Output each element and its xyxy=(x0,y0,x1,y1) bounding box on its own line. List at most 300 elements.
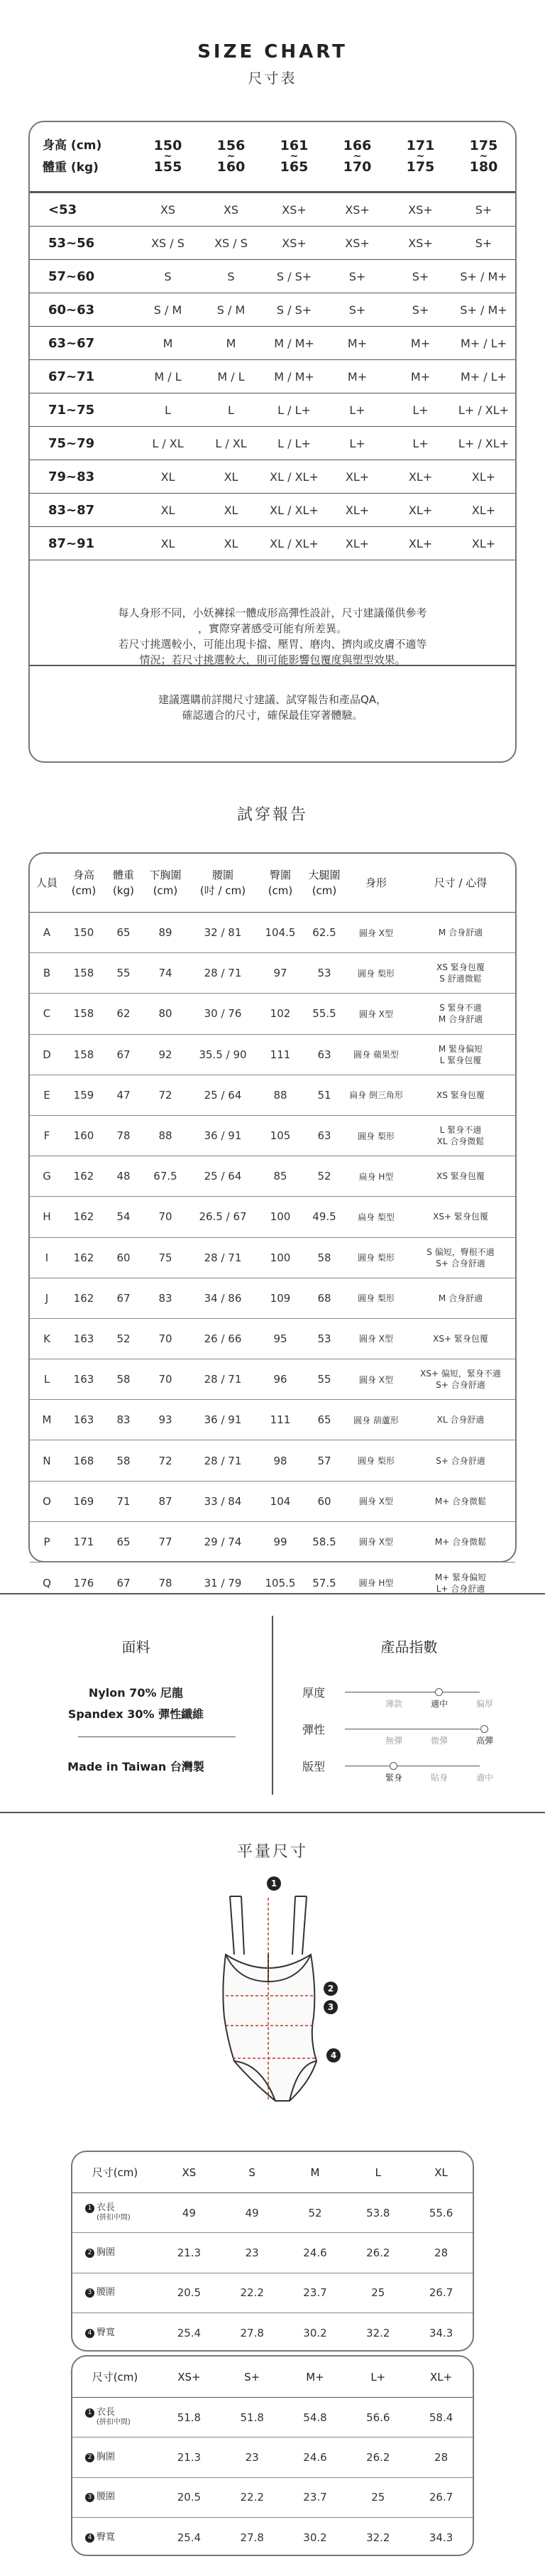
height-range-3 xyxy=(326,139,389,174)
size-header: XL+ xyxy=(429,2370,453,2384)
measure-value: 26.2 xyxy=(366,2246,390,2259)
size-cell: XL+ xyxy=(345,536,370,550)
waist-cell: 26.5 / 67 xyxy=(199,1210,247,1224)
feedback-line: M 合身舒適 xyxy=(438,928,483,938)
size-cell: XS xyxy=(160,202,176,217)
size-chart-row xyxy=(30,527,515,560)
range-tilde: ~ xyxy=(163,151,172,162)
measure-name xyxy=(72,2452,158,2462)
size-cell: XL xyxy=(160,503,175,517)
thigh-cell: 63 xyxy=(317,1048,331,1061)
range-tilde: ~ xyxy=(353,151,362,162)
size-cell: L+ xyxy=(412,403,429,417)
index-option: 貼身 xyxy=(430,1773,448,1783)
measure-name xyxy=(72,2492,158,2502)
height-range-1 xyxy=(199,139,263,174)
flat-size-table-2 xyxy=(71,2355,474,2556)
person-cell: F xyxy=(43,1129,50,1143)
measure-row xyxy=(72,2313,473,2353)
number-badge-icon: 3 xyxy=(85,2288,94,2298)
note-line: 若尺寸挑選較小，可能出現卡擋、壓胃、磨肉、擠肉或皮膚不適等 xyxy=(118,638,427,651)
thigh-cell: 58 xyxy=(317,1251,331,1264)
index-option: 高彈 xyxy=(475,1736,493,1746)
unit-label: 尺寸(cm) xyxy=(92,2371,138,2384)
feedback-line: XS+ 緊身包覆 xyxy=(433,1333,488,1344)
size-cell: XL+ xyxy=(408,536,433,550)
size-cell: XL+ xyxy=(471,503,496,517)
measure-value: 34.3 xyxy=(429,2326,453,2339)
measure-value: 21.3 xyxy=(177,2450,202,2464)
person-cell: K xyxy=(43,1332,50,1345)
feedback-cell xyxy=(406,1170,515,1182)
range-low: 166 xyxy=(343,138,372,153)
size-cell: XL / XL+ xyxy=(270,536,319,550)
trial-report-row xyxy=(30,1522,515,1563)
feedback-cell xyxy=(406,1089,515,1101)
index-marker-icon xyxy=(480,1725,488,1733)
range-high: 165 xyxy=(280,159,309,175)
weight-range-label: 75~79 xyxy=(48,435,95,451)
underbust-cell: 80 xyxy=(158,1007,172,1021)
measure-value: 28 xyxy=(434,2450,448,2464)
weight-range-label: 79~83 xyxy=(48,469,95,484)
height-range-0 xyxy=(136,139,199,174)
index-label: 厚度 xyxy=(302,1686,326,1700)
shape-cell: 扁身 H型 xyxy=(358,1171,394,1182)
measure-value: 51.8 xyxy=(240,2411,264,2424)
hip-cell: 111 xyxy=(270,1048,291,1061)
hip-cell: 88 xyxy=(273,1088,287,1102)
hip-cell: 99 xyxy=(273,1535,287,1548)
measure-value: 20.5 xyxy=(177,2491,202,2504)
hip-cell: 102 xyxy=(270,1007,291,1021)
measure-row xyxy=(72,2518,473,2558)
unit-label: 尺寸(cm) xyxy=(92,2166,138,2179)
range-low: 150 xyxy=(153,138,182,153)
measure-value: 22.2 xyxy=(240,2491,264,2504)
note-line: ，實際穿著感受可能有所差異。 xyxy=(197,622,347,635)
height-cell: 163 xyxy=(73,1413,94,1427)
height-cell: 158 xyxy=(73,967,94,980)
size-header: XS xyxy=(182,2165,197,2179)
index-marker-icon xyxy=(390,1762,397,1770)
range-high: 160 xyxy=(216,159,246,175)
waist-cell: 36 / 91 xyxy=(204,1129,242,1143)
feedback-cell xyxy=(406,1211,515,1222)
height-cell: 168 xyxy=(73,1454,94,1467)
weight-cell: 47 xyxy=(116,1088,131,1102)
thigh-cell: 58.5 xyxy=(312,1535,336,1548)
measure-row xyxy=(72,2273,473,2313)
size-cell: M / L xyxy=(217,369,245,384)
size-header: L xyxy=(375,2165,381,2179)
measure-row xyxy=(72,2438,473,2477)
measure-value: 25.4 xyxy=(177,2326,202,2339)
marker-length-icon: 1 xyxy=(267,1876,281,1891)
measure-value: 28 xyxy=(434,2246,448,2259)
trial-report-row xyxy=(30,1278,515,1319)
height-cell: 158 xyxy=(73,1048,94,1061)
measure-label: 胸圍 xyxy=(97,2451,116,2462)
range-low: 175 xyxy=(469,138,498,153)
thigh-cell: 57.5 xyxy=(312,1576,336,1589)
height-cell: 162 xyxy=(73,1210,94,1224)
shape-cell: 圓身 梨形 xyxy=(358,1253,395,1263)
index-label: 版型 xyxy=(302,1760,326,1773)
trial-report-row xyxy=(30,913,515,953)
measure-value: 51.8 xyxy=(177,2411,202,2424)
waist-cell: 35.5 / 90 xyxy=(199,1048,247,1061)
index-row xyxy=(302,1684,529,1712)
range-high: 170 xyxy=(343,159,372,175)
index-option: 偏厚 xyxy=(475,1699,493,1709)
advice-line: 建議選購前詳閱尺寸建議、試穿報告和產品QA， xyxy=(158,693,387,706)
waist-cell: 36 / 91 xyxy=(204,1413,242,1427)
size-cell: XL xyxy=(224,503,238,517)
weight-cell: 62 xyxy=(116,1007,131,1021)
weight-cell: 58 xyxy=(116,1454,131,1467)
measure-row xyxy=(72,2398,473,2438)
measure-value: 53.8 xyxy=(366,2206,390,2219)
weight-range-label: 87~91 xyxy=(48,536,95,551)
feedback-line: XS 緊身包覆 xyxy=(436,962,485,973)
size-cell: M xyxy=(226,336,236,350)
size-chart-title-en: SIZE CHART xyxy=(197,41,348,63)
height-range-4 xyxy=(389,139,452,174)
marker-chest-icon: 2 xyxy=(324,1982,338,1996)
height-range-5 xyxy=(452,139,515,174)
feedback-line: S 偏短，臀根不適 xyxy=(426,1246,495,1257)
index-option: 適中 xyxy=(430,1699,448,1709)
size-chart-row xyxy=(30,494,515,527)
waist-cell: 32 / 81 xyxy=(204,926,242,940)
trial-report-header-row xyxy=(30,854,515,913)
size-cell: S+ / M+ xyxy=(460,303,507,317)
size-cell: M xyxy=(163,336,173,350)
hip-cell: 104 xyxy=(270,1494,291,1508)
size-cell: S / S+ xyxy=(276,269,312,283)
measure-sublabel: (拼扣中間) xyxy=(97,2213,131,2222)
shape-cell: 圓身 X型 xyxy=(358,1334,394,1344)
size-cell: S xyxy=(164,269,172,283)
trial-report-row xyxy=(30,1075,515,1116)
number-badge-icon: 2 xyxy=(85,2453,94,2462)
underbust-cell: 75 xyxy=(158,1251,172,1264)
feedback-cell xyxy=(406,1455,515,1467)
number-badge-icon: 3 xyxy=(85,2493,94,2502)
size-cell: XS+ xyxy=(282,202,307,217)
measure-label: 臀寬 xyxy=(97,2327,116,2338)
measure-value: 25 xyxy=(371,2491,385,2504)
feedback-line: L 緊身不適 xyxy=(439,1125,482,1136)
measure-value: 20.5 xyxy=(177,2286,202,2300)
trial-report-row xyxy=(30,953,515,994)
height-cell: 162 xyxy=(73,1251,94,1264)
height-cell: 171 xyxy=(73,1535,94,1548)
size-header: L+ xyxy=(370,2370,386,2384)
feedback-cell xyxy=(406,1414,515,1425)
hip-cell: 100 xyxy=(270,1251,291,1264)
range-high: 155 xyxy=(153,159,182,175)
feedback-cell xyxy=(406,927,515,938)
waist-cell: 28 / 71 xyxy=(204,1251,242,1264)
note-line: 每人身形不同，小妖褲採一體成形高彈性設計，尺寸建議僅供參考 xyxy=(118,607,427,619)
measure-value: 26.7 xyxy=(429,2491,453,2504)
underbust-cell: 70 xyxy=(158,1332,172,1345)
weight-cell: 65 xyxy=(116,926,131,940)
size-cell: XS+ xyxy=(408,236,433,250)
feedback-line: M+ 合身微鬆 xyxy=(434,1536,487,1547)
feedback-line: S 舒適微鬆 xyxy=(439,974,482,984)
flat-size-table-1 xyxy=(71,2151,474,2352)
shape-cell: 圓身 X型 xyxy=(358,1537,394,1548)
weight-cell: 52 xyxy=(116,1332,131,1345)
measure-value: 23 xyxy=(245,2450,259,2464)
index-row xyxy=(302,1758,529,1786)
underbust-cell: 70 xyxy=(158,1210,172,1224)
underbust-cell: 88 xyxy=(158,1129,172,1143)
index-row xyxy=(302,1721,529,1749)
size-cell: XL+ xyxy=(408,503,433,517)
measure-name xyxy=(72,2533,158,2543)
height-cell: 159 xyxy=(73,1088,94,1102)
trial-report-row xyxy=(30,1359,515,1400)
index-label: 彈性 xyxy=(302,1723,326,1737)
feedback-line: M 緊身偏短 xyxy=(438,1043,483,1054)
measure-label: 腰圍 xyxy=(97,2287,116,2298)
size-cell: S / M xyxy=(216,303,246,317)
weight-range-label: 53~56 xyxy=(48,235,95,251)
shape-cell: 圓身 梨形 xyxy=(358,1293,395,1304)
size-cell: S+ xyxy=(412,269,429,283)
measure-name xyxy=(72,2248,158,2258)
trial-report-row xyxy=(30,994,515,1034)
weight-cell: 71 xyxy=(116,1494,131,1508)
size-cell: XL+ xyxy=(345,503,370,517)
weight-cell: 58 xyxy=(116,1373,131,1386)
underbust-cell: 83 xyxy=(158,1291,172,1305)
size-cell: S+ xyxy=(348,269,366,283)
weight-cell: 55 xyxy=(116,967,131,980)
trial-report-row xyxy=(30,1238,515,1278)
shape-cell: 圓身 梨形 xyxy=(358,968,395,979)
feedback-line: XS+ 緊身包覆 xyxy=(433,1212,488,1222)
person-cell: E xyxy=(43,1088,50,1102)
size-chart-header xyxy=(0,0,545,87)
weight-cell: 67 xyxy=(116,1048,131,1061)
feedback-line: XS 緊身包覆 xyxy=(436,1171,485,1182)
shape-cell: 圓身 X型 xyxy=(358,1009,394,1019)
col-person: 人員 xyxy=(35,876,57,889)
shape-cell: 圓身 蘋果型 xyxy=(353,1050,399,1060)
size-cell: XL / XL+ xyxy=(270,503,319,517)
thigh-cell: 49.5 xyxy=(312,1210,336,1224)
size-cell: XL+ xyxy=(471,536,496,550)
weight-cell: 67 xyxy=(116,1576,131,1589)
thigh-cell: 65 xyxy=(317,1413,331,1427)
underbust-cell: 93 xyxy=(158,1413,172,1427)
underbust-cell: 70 xyxy=(158,1373,172,1386)
shape-cell: 扁身 倒三角形 xyxy=(349,1090,403,1101)
waist-cell: 30 / 76 xyxy=(204,1007,242,1021)
measure-value: 24.6 xyxy=(303,2450,327,2464)
measure-value: 49 xyxy=(182,2206,196,2219)
size-header: M+ xyxy=(306,2370,324,2384)
range-high: 175 xyxy=(406,159,435,175)
trial-report-row xyxy=(30,1482,515,1522)
shape-cell: 圓身 H型 xyxy=(358,1578,394,1589)
size-cell: XL+ xyxy=(471,469,496,484)
size-chart-note xyxy=(30,597,515,666)
fabric-index-section xyxy=(0,1593,545,1813)
underbust-cell: 92 xyxy=(158,1048,172,1061)
weight-range-label: 63~67 xyxy=(48,335,95,351)
weight-cell: 78 xyxy=(116,1129,131,1143)
hip-cell: 109 xyxy=(270,1291,291,1305)
feedback-cell xyxy=(406,1536,515,1548)
person-cell: H xyxy=(43,1210,51,1224)
col-thigh: 大腿圍 (cm) xyxy=(308,869,341,897)
size-cell: XS+ xyxy=(345,202,370,217)
size-chart-row xyxy=(30,393,515,427)
size-cell: XS+ xyxy=(345,236,370,250)
size-cell: M / L xyxy=(154,369,182,384)
size-cell: XS / S xyxy=(214,236,248,250)
hip-cell: 104.5 xyxy=(265,926,296,940)
index-option: 微彈 xyxy=(430,1736,448,1746)
size-cell: XL xyxy=(224,536,238,550)
feedback-line: S+ 合身舒適 xyxy=(436,1380,485,1391)
size-cell: XS+ xyxy=(282,236,307,250)
measure-value: 32.2 xyxy=(366,2326,390,2339)
underbust-cell: 77 xyxy=(158,1535,172,1548)
shape-cell: 圓身 梨形 xyxy=(358,1456,395,1467)
measure-row xyxy=(72,2478,473,2518)
trial-report-title: 試穿報告 xyxy=(236,806,308,824)
hip-cell: 96 xyxy=(273,1373,287,1386)
hip-cell: 95 xyxy=(273,1332,287,1345)
size-cell: XL xyxy=(160,469,175,484)
feedback-line: S+ 合身舒適 xyxy=(436,1258,485,1268)
weight-label: 體重 (kg) xyxy=(43,160,99,175)
feedback-cell xyxy=(406,1368,515,1391)
measure-label: 臀寬 xyxy=(97,2531,116,2543)
note-line: 情況；若尺寸挑選較大，則可能影響包覆度與塑型效果。 xyxy=(139,653,406,666)
measure-value: 32.2 xyxy=(366,2531,390,2544)
size-chart-header-row xyxy=(30,122,515,193)
hip-cell: 105 xyxy=(270,1129,291,1143)
size-cell: XL+ xyxy=(408,469,433,484)
measure-value: 25 xyxy=(371,2286,385,2300)
col-hip: 臀圍 (cm) xyxy=(268,869,293,897)
feedback-cell xyxy=(406,1124,515,1147)
thigh-cell: 51 xyxy=(317,1088,331,1102)
size-cell: M+ xyxy=(410,336,431,350)
feedback-line: M 合身舒適 xyxy=(438,1014,483,1025)
size-header: XS+ xyxy=(177,2370,201,2384)
size-cell: L / L+ xyxy=(277,436,311,450)
marker-waist-icon: 3 xyxy=(324,2000,338,2014)
col-underbust: 下胸圍 (cm) xyxy=(149,869,182,897)
feedback-cell xyxy=(406,962,515,984)
size-chart-row xyxy=(30,427,515,460)
size-cell: XL xyxy=(224,469,238,484)
size-chart-table xyxy=(28,121,517,763)
measure-value: 23.7 xyxy=(303,2286,327,2300)
number-badge-icon: 2 xyxy=(85,2249,94,2258)
thigh-cell: 52 xyxy=(317,1170,331,1183)
trial-report-row xyxy=(30,1035,515,1075)
size-cell: L xyxy=(165,403,171,417)
hip-cell: 97 xyxy=(273,967,287,980)
measure-header-row xyxy=(72,2152,473,2193)
height-cell: 160 xyxy=(73,1129,94,1143)
measure-value: 24.6 xyxy=(303,2246,327,2259)
size-cell: L+ / XL+ xyxy=(458,403,510,417)
measure-value: 54.8 xyxy=(303,2411,327,2424)
hip-cell: 85 xyxy=(273,1170,287,1183)
underbust-cell: 78 xyxy=(158,1576,172,1589)
size-cell: S+ xyxy=(412,303,429,317)
measure-value: 55.6 xyxy=(429,2206,453,2219)
thigh-cell: 62.5 xyxy=(312,926,336,940)
shape-cell: 扁身 梨型 xyxy=(358,1212,395,1222)
weight-cell: 67 xyxy=(116,1291,131,1305)
feedback-line: L 緊身包覆 xyxy=(439,1055,482,1065)
height-label: 身高 (cm) xyxy=(43,138,102,153)
size-cell: XS xyxy=(223,202,239,217)
index-option: 緊身 xyxy=(385,1773,402,1783)
size-cell: XS+ xyxy=(408,202,433,217)
waist-cell: 28 / 71 xyxy=(204,1454,242,1467)
underbust-cell: 67.5 xyxy=(153,1170,177,1183)
size-chart-rows xyxy=(30,193,515,560)
person-cell: G xyxy=(43,1170,51,1183)
size-chart-row xyxy=(30,293,515,327)
measure-value: 22.2 xyxy=(240,2286,264,2300)
measure-value: 26.7 xyxy=(429,2286,453,2300)
shape-cell: 圓身 梨形 xyxy=(358,1131,395,1141)
feedback-line: XL 合身舒適 xyxy=(436,1415,485,1425)
index-marker-icon xyxy=(435,1688,443,1696)
weight-cell: 83 xyxy=(116,1413,131,1427)
feedback-line: S+ 合身舒適 xyxy=(436,1455,485,1466)
waist-cell: 28 / 71 xyxy=(204,967,242,980)
height-cell: 162 xyxy=(73,1170,94,1183)
feedback-cell xyxy=(406,1043,515,1066)
height-cell: 162 xyxy=(73,1291,94,1305)
weight-range-label: 83~87 xyxy=(48,502,95,518)
trial-report-row xyxy=(30,1197,515,1237)
size-cell: M+ xyxy=(347,369,368,384)
feedback-cell xyxy=(406,1496,515,1507)
thigh-cell: 68 xyxy=(317,1291,331,1305)
thigh-cell: 55 xyxy=(317,1373,331,1386)
hip-cell: 100 xyxy=(270,1210,291,1224)
weight-cell: 60 xyxy=(116,1251,131,1264)
range-tilde: ~ xyxy=(290,151,299,162)
col-height: 身高 (cm) xyxy=(71,869,97,897)
number-badge-icon: 1 xyxy=(85,2204,94,2213)
thigh-cell: 53 xyxy=(317,1332,331,1345)
height-range-2 xyxy=(263,139,326,174)
measure-value: 27.8 xyxy=(240,2326,264,2339)
size-header: S+ xyxy=(244,2370,260,2384)
product-index-title: 產品指數 xyxy=(380,1638,438,1656)
bodysuit-illustration xyxy=(210,1875,352,2116)
measure-value: 25.4 xyxy=(177,2531,202,2544)
underbust-cell: 89 xyxy=(158,926,172,940)
